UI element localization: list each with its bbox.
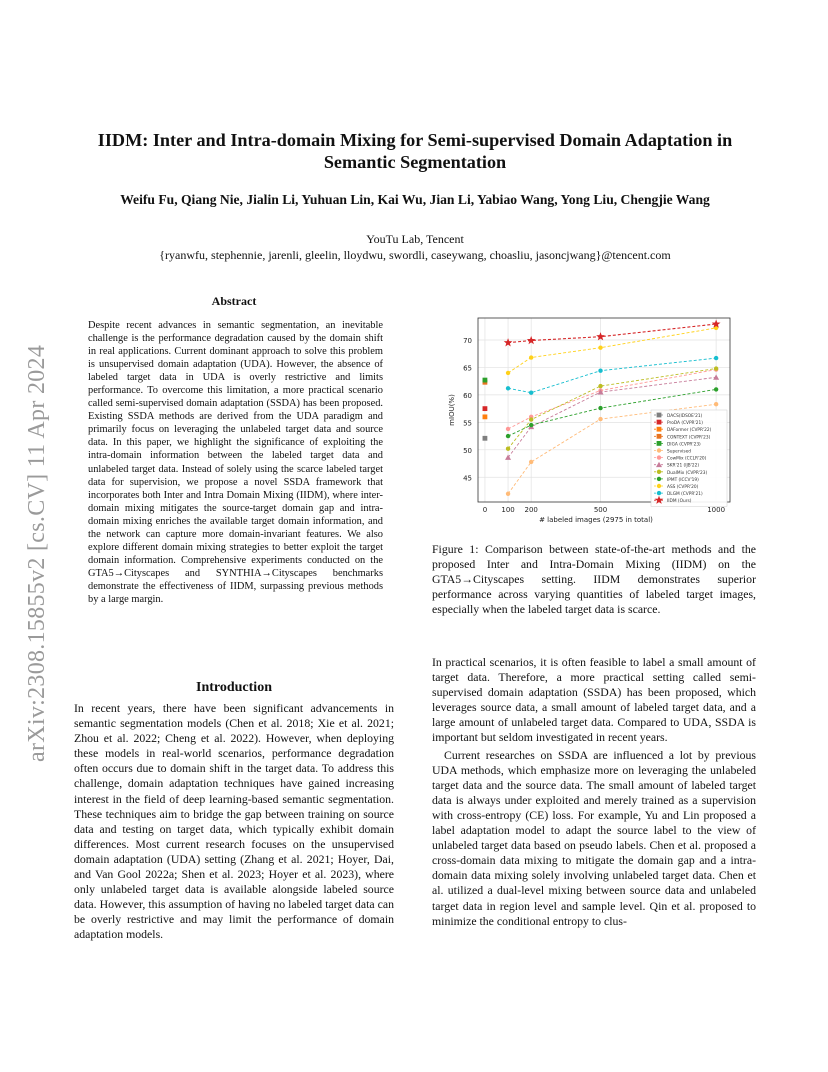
data-point [506,447,510,451]
data-point [529,417,533,421]
legend-entry: CONTEXT (CVPR'23) [667,435,711,441]
intro-paragraph-1: In recent years, there have been significant advancements in semantic segmentation models (Chen et al. 2018; Xie et al. 2021; Zhou et al. 2022; Cheng et al. 2022). However, when deploying these models in real-world scenarios, performance degradation often occurs due to domain shift in the target data. To address this challenge, domain adaptation techniques have gained increasing interest in the field of deep learning-based semantic segmentation. These techniques aim to bridge the gap between training on source data and testing on target data, which typically exhibit domain differences. Most current research focuses on the unsupervised domain adaptation (UDA) setting (Zhang et al. 2021; Hoyer, Dai, and Van Gool 2022a; Shen et al. 2023; Hoyer et al. 2023), where only unlabeled target data is available alongside labeled source data. However, this assumption of having no labeled target data can be overly restrictive and may limit the performance of domain adaptation models. [74,701,394,942]
y-tick-label: 60 [463,391,472,400]
legend-marker [657,420,662,425]
data-point [506,427,510,431]
data-point [714,356,718,360]
data-point [529,423,533,427]
legend-entry: IPMT (ICCV'19) [667,477,699,483]
series-group [483,378,488,383]
y-tick-label: 70 [463,336,472,345]
legend-entry: DACS(IDSOE'21) [667,414,703,419]
data-point [714,366,718,370]
legend-marker [657,470,661,474]
y-axis-label: mIOU(%) [448,394,456,426]
legend-entry: ProDA (CVPR'21) [667,421,703,427]
data-point [506,492,510,496]
y-tick-label: 45 [463,474,472,483]
data-point [598,369,602,373]
legend-entry: DLGM (CVPR'21) [667,492,703,498]
data-point [506,371,510,375]
x-tick-label: 200 [524,506,538,514]
data-point [483,436,488,441]
legend-marker [657,427,662,432]
legend-entry: IIDM (Ours) [667,499,692,505]
author-emails: {ryanwfu, stephennie, jarenli, gleelin, lloydwu, swordli, caseywang, choasliu, jasoncjwang}@tencent.com [159,248,671,262]
affiliation: YouTu Lab, Tencent [366,232,464,246]
y-tick-label: 50 [463,446,472,455]
legend-marker [657,441,662,446]
data-point [483,406,488,411]
abstract-heading: Abstract [211,294,257,308]
legend-marker [657,413,662,418]
legend-marker [657,455,661,459]
legend-entry: DualMix (CVPR'23) [667,470,708,476]
series-group [483,414,488,419]
x-tick-label: 500 [593,506,608,514]
legend-marker [657,434,662,439]
legend-marker [657,477,661,481]
legend-entry: DAFormer (CVPR'22) [667,428,712,434]
legend-marker [657,491,661,495]
data-point [714,387,718,391]
introduction-heading: Introduction [196,680,272,695]
data-point [529,460,533,464]
data-point [483,378,488,383]
comparison-chart [440,312,740,530]
legend-entry: CowMix (CCLR'20) [667,456,707,462]
legend-entry: Supervised [667,449,691,455]
y-tick-label: 65 [463,364,472,373]
introduction-left-column [74,701,394,943]
x-axis-label: # labeled images (2975 in total) [539,516,653,524]
abstract-text: Despite recent advances in semantic segmentation, an inevitable challenge is the performance degradation caused by the domain shift in real applications. Current dominant approach to solve this problem is unsupervised domain adaptation (UDA). However, the absence of labeled target data in UDA is overly restrictive and limits performance. To overcome this limitation, a more practical scenario called semi-supervised domain adaptation (SSDA) has been proposed. Existing SSDA methods are derived from the UDA paradigm and primarily focus on leveraging the unlabeled target data and source data. In this paper, we highlight the significance of exploiting the intra-domain information between the labeled target data and unlabeled target data. Instead of solely using the scarce labeled target data for supervision, we propose a novel SSDA framework that incorporates both Inter and Intra Domain Mixing (IIDM), where inter-domain mixing mitigates the source-target domain gap and intra-domain mixing enriches the available target domain information, and the network can capture more domain-invariant features. We also explore different domain mixing strategies to better exploit the target domain information. Comprehensive experiments conducted on the GTA5→Cityscapes and SYNTHIA→Cityscapes benchmarks demonstrate the effectiveness of IIDM, surpassing previous methods by a large margin. [88,320,383,605]
legend-entry: ASS (CVPR'20) [667,485,699,490]
data-point [598,406,602,410]
data-point [598,345,602,349]
paper-authors: Weifu Fu, Qiang Nie, Jialin Li, Yuhuan Lin, Kai Wu, Jian Li, Yabiao Wang, Yong Liu, Chengjie Wang [120,192,710,207]
legend-entry: SKR'21 (IJB'22) [667,463,700,469]
series-group [483,436,488,441]
data-point [713,374,719,379]
y-tick-label: 55 [463,419,472,428]
legend-marker [657,484,661,488]
intro-paragraph-3: Current researches on SSDA are influenced a lot by previous UDA methods, which emphasize more on leveraging the unlabeled target data and the source data. The small amount of labeled target data is always under exploited and merely trained as a supervision with cross-entropy (CE) loss. For example, Yu and Lin proposed a label adaptation model to adapt the source label to the view of unlabeled target data based on pseudo labels. Chen et al. proposed a cross-domain data mixing to mitigate the domain gap and a intra-domain data mixing solely involving unlabeled target data. Chen et al. utilized a dual-level mixing between source data and unlabeled target data in region level and sample level. Qin et al. proposed to minimize the conditional entropy to clus- [432,747,756,928]
paper-title: IIDM: Inter and Intra-domain Mixing for Semi-supervised Domain Adaptation in Semantic Segmentation [97,130,733,172]
x-tick-label: 1000 [707,506,726,514]
arxiv-stamp: arXiv:2308.15855v2 [cs.CV] 11 Apr 2024 [24,344,50,762]
data-point [506,386,510,390]
data-point [529,355,533,359]
figure-caption: Figure 1: Comparison between state-of-the-art methods and the proposed Inter and Intra-Domain Mixing (IIDM) on the GTA5→Cityscapes setting. IIDM demonstrates superior performance across varying quantities of labeled target images, especially when the labeled target data is scarce. [432,542,756,617]
x-tick-label: 0 [482,506,488,514]
data-point [529,390,533,394]
series-group [483,406,488,411]
legend-entry: DIGA (CVPR'23) [667,442,701,448]
data-point [598,417,602,421]
data-point [506,434,510,438]
data-point [598,384,602,388]
data-point [483,414,488,419]
series-line [508,328,716,373]
introduction-right-column [432,655,756,929]
legend-marker [657,448,661,452]
intro-paragraph-2: In practical scenarios, it is often feasible to label a small amount of target data. Therefore, a more practical setting called semi-supervised domain adaptation (SSDA) has been proposed, which leverages source data, a small amount of labeled target data, and a large amount of unlabeled target data. Compared to UDA, SSDA is important but seldom investigated in recent years. [432,655,756,745]
data-point [714,402,718,406]
x-tick-label: 100 [501,506,515,514]
